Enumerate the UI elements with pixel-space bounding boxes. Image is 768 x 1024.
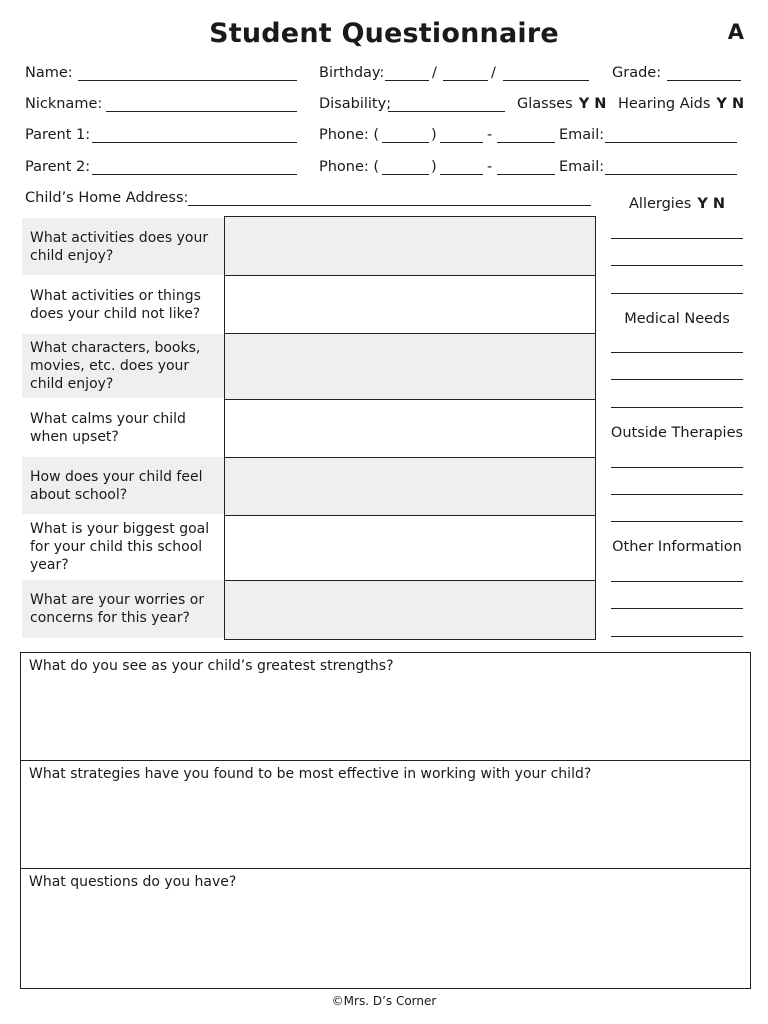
therapies-line-1[interactable] (611, 467, 743, 468)
medical-line-1[interactable] (611, 352, 743, 353)
parent1-paren-close: ) (431, 127, 437, 143)
disability-label: Disability; (319, 96, 392, 112)
answer-dislikes[interactable] (225, 276, 595, 333)
copyright-footer: ©Mrs. D’s Corner (331, 994, 437, 1008)
glasses-yn[interactable]: Y N (578, 96, 607, 112)
parent1-phone-label: Phone: ( (319, 127, 380, 143)
birthday-year-field[interactable] (503, 80, 589, 81)
parent2-dash: - (487, 159, 493, 175)
answer-calms[interactable] (225, 400, 595, 457)
hearing-aids-label: Hearing Aids Y N (618, 96, 745, 112)
parent1-area-code-field[interactable] (382, 142, 429, 143)
parent1-email-field[interactable] (605, 142, 737, 143)
parent2-prefix-field[interactable] (440, 174, 483, 175)
parent2-area-code-field[interactable] (382, 174, 429, 175)
question-feel-school: How does your child feel about school? (22, 457, 224, 514)
birthday-label: Birthday: (319, 65, 385, 81)
parent2-email-label: Email: (559, 159, 605, 175)
question-worries: What are your worries or concerns for this year? (22, 580, 224, 638)
parent1-dash: - (487, 127, 493, 143)
parent2-phone-label: Phone: ( (319, 159, 380, 175)
parent1-label: Parent 1: (25, 127, 91, 143)
questions-section[interactable] (21, 869, 750, 988)
strengths-section[interactable] (21, 653, 750, 760)
answer-worries[interactable] (225, 581, 595, 639)
medical-needs-label: Medical Needs (624, 311, 730, 327)
nickname-label: Nickname: (25, 96, 103, 112)
name-label: Name: (25, 65, 73, 81)
answer-feel-school[interactable] (225, 458, 595, 515)
parent1-prefix-field[interactable] (440, 142, 483, 143)
allergies-line-3[interactable] (611, 293, 743, 294)
medical-line-3[interactable] (611, 407, 743, 408)
therapies-line-3[interactable] (611, 521, 743, 522)
parent1-line-field[interactable] (497, 142, 555, 143)
strengths-question: What do you see as your child’s greatest strengths? (29, 658, 394, 674)
strategies-question: What strategies have you found to be most effective in working with your child? (29, 766, 592, 782)
answer-biggest-goal[interactable] (225, 516, 595, 580)
address-label: Child’s Home Address: (25, 190, 189, 206)
parent2-line-field[interactable] (497, 174, 555, 175)
address-field[interactable] (188, 205, 591, 206)
name-field[interactable] (78, 80, 297, 81)
answer-enjoy-activities[interactable] (225, 217, 595, 275)
parent1-email-label: Email: (559, 127, 605, 143)
therapies-line-2[interactable] (611, 494, 743, 495)
parent2-field[interactable] (92, 174, 297, 175)
question-biggest-goal: What is your biggest goal for your child this school year? (30, 521, 210, 573)
parent2-email-field[interactable] (605, 174, 737, 175)
birthday-slash-1: / (432, 65, 437, 81)
allergies-line-1[interactable] (611, 238, 743, 239)
birthday-slash-2: / (491, 65, 496, 81)
answer-column (224, 216, 596, 640)
disability-field[interactable] (388, 111, 505, 112)
page-title: Student Questionnaire (209, 18, 559, 49)
parent2-paren-close: ) (431, 159, 437, 175)
open-questions-box (20, 652, 751, 989)
medical-line-2[interactable] (611, 379, 743, 380)
outside-therapies-label: Outside Therapies (610, 425, 744, 441)
question-dislikes: What activities or things does your child not like? (30, 287, 201, 322)
strategies-section[interactable] (21, 761, 750, 868)
allergies-yn[interactable]: Y N (697, 196, 725, 212)
nickname-field[interactable] (106, 111, 297, 112)
question-characters-books: What characters, books, movies, etc. does your child enjoy? (22, 334, 224, 398)
grade-field[interactable] (667, 80, 741, 81)
question-enjoy-activities: What activities does your child enjoy? (22, 218, 224, 275)
grade-label: Grade: (612, 65, 662, 81)
birthday-month-field[interactable] (385, 80, 429, 81)
answer-characters-books[interactable] (225, 334, 595, 399)
parent-questions-question: What questions do you have? (29, 874, 237, 890)
parent2-label: Parent 2: (25, 159, 91, 175)
other-line-3[interactable] (611, 636, 743, 637)
question-calms: What calms your child when upset? (30, 410, 186, 445)
birthday-day-field[interactable] (443, 80, 488, 81)
other-information-label: Other Information (612, 539, 742, 555)
allergies-label: Allergies Y N (629, 196, 725, 212)
other-line-1[interactable] (611, 581, 743, 582)
glasses-label: Glasses Y N (517, 96, 607, 112)
version-label: A (727, 20, 744, 44)
other-line-2[interactable] (611, 608, 743, 609)
hearing-aids-yn[interactable]: Y N (716, 96, 745, 112)
parent1-field[interactable] (92, 142, 297, 143)
allergies-line-2[interactable] (611, 265, 743, 266)
